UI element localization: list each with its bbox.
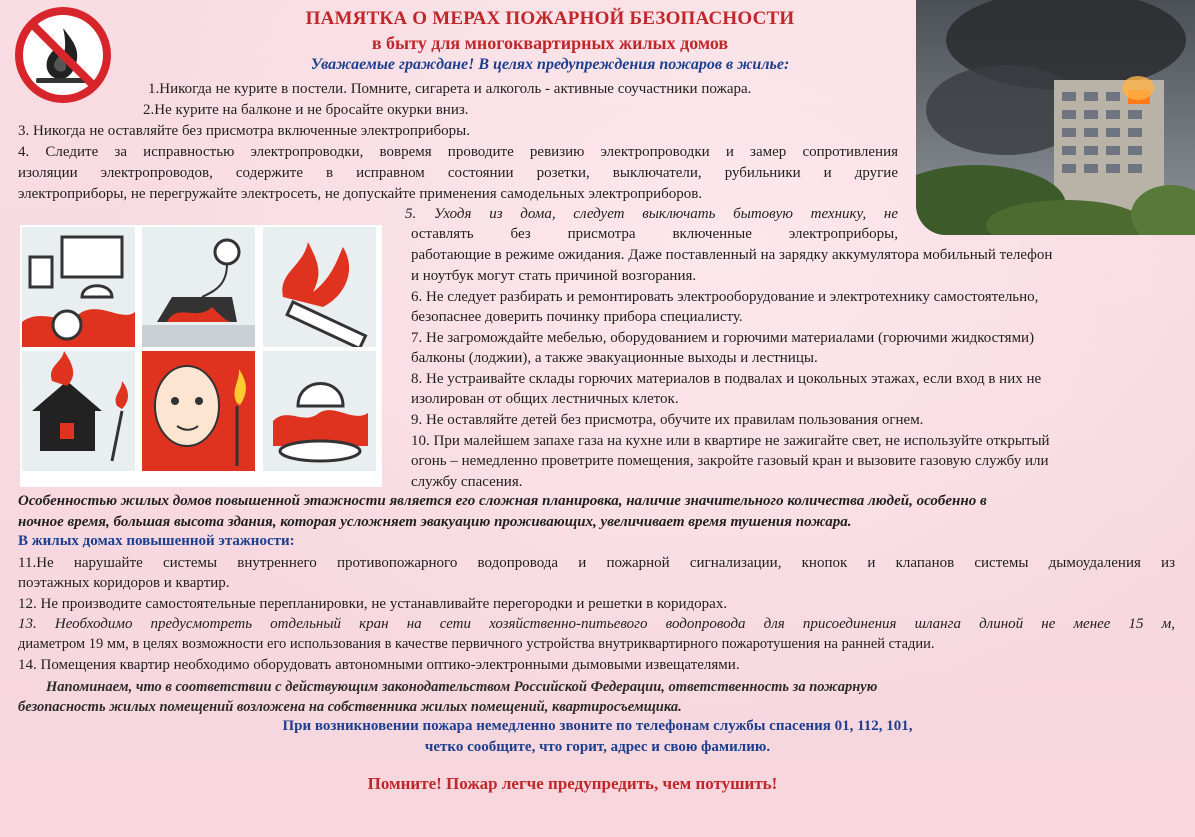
highrise-intro-line-2: ночное время, большая высота здания, которая усложняет эвакуацию проживающих, увеличивает время тушения пожара.: [18, 514, 852, 530]
rule-6-line-1: 6. Не следует разбирать и ремонтировать электрооборудование и электротехнику самостоятельно,: [411, 289, 1039, 305]
rule-11-line-2: поэтажных коридоров и квартир.: [18, 575, 230, 591]
rule-13-line-1: 13. Необходимо предусмотреть отдельный кран на сети хозяйственно-питьевого водопровода для присоединения шланга длиной не менее 15 м,: [18, 616, 1175, 632]
rule-3: 3. Никогда не оставляйте без присмотра включенные электроприборы.: [18, 123, 470, 139]
rule-5-line-2: оставлять без присмотра включенные электроприборы,: [411, 226, 898, 242]
highrise-intro-line-1: Особенностью жилых домов повышенной этажности является его сложная планировка, наличие значительного количества людей, особенно в: [18, 493, 987, 509]
rule-7-line-2: балконы (лоджии), а также эвакуационные выходы и лестницы.: [411, 350, 818, 366]
rule-7-line-1: 7. Не загромождайте мебелью, оборудованием и горючими материалами (горючими жидкостями): [411, 330, 1035, 346]
electrical-appliances-illustration: [22, 227, 135, 347]
fire-hazards-illustration-grid: [20, 225, 382, 487]
rule-11-line-1: 11.Не нарушайте системы внутреннего противопожарного водопровода и пожарной сигнализации, кнопок и клапанов системы дымоудаления из: [18, 555, 1175, 571]
emergency-call-line-2: четко сообщите, что горит, адрес и свою фамилию.: [424, 739, 771, 755]
rule-6-line-2: безопаснее доверить починку прибора специалисту.: [411, 309, 743, 325]
rule-4-line-3: электроприборы, не перегружайте электросеть, не допускайте применения самодельных электроприборов.: [18, 186, 703, 202]
rule-5-line-4: и ноутбук могут стать причиной возгорания.: [411, 268, 697, 284]
memo-subtitle: в быту для многоквартирных жилых домов: [371, 33, 729, 53]
rule-4-line-1: 4. Следите за исправностью электропроводки, вовремя проводите ревизию электропроводки и замер сопротивления: [18, 144, 898, 160]
rule-12: 12. Не производите самостоятельные перепланировки, не устанавливайте перегородки и решетки в коридорах.: [18, 596, 728, 612]
gas-stove-kettle-illustration: [263, 351, 376, 471]
rule-14: 14. Помещения квартир необходимо оборудовать автономными оптико-электронными дымовыми извещателями.: [18, 657, 740, 673]
rule-9: 9. Не оставляйте детей без присмотра, обучите их правилам пользования огнем.: [411, 412, 924, 428]
closing-slogan: Помните! Пожар легче предупредить, чем потушить!: [367, 774, 778, 793]
legal-reminder-line-1: Напоминаем, что в соответствии с действующим законодательством Российской Федерации, ответственность за пожарную: [46, 679, 878, 695]
no-open-flame-icon: [14, 6, 112, 104]
rule-10-line-2: огонь – немедленно проветрите помещения, закройте газовый кран и вызовите газовую службу или: [411, 453, 1049, 469]
rule-10-line-3: службу спасения.: [411, 474, 523, 490]
emergency-call-line-1: При возникновении пожара немедленно звоните по телефонам службы спасения 01, 112, 101,: [282, 718, 913, 734]
child-with-match-illustration: [142, 351, 255, 471]
rule-1: 1.Никогда не курите в постели. Помните, сигарета и алкоголь - активные соучастники пожара.: [148, 81, 752, 97]
memo-title: ПАМЯТКА О МЕРАХ ПОЖАРНОЙ БЕЗОПАСНОСТИ: [305, 8, 795, 29]
greeting: Уважаемые граждане! В целях предупреждения пожаров в жилье:: [310, 56, 790, 73]
rule-13-line-2: диаметром 19 мм, в целях возможности его использования в качестве первичного устройства внутриквартирного пожаротушения на ранней стадии.: [18, 636, 935, 652]
burning-house-illustration: [22, 351, 135, 471]
rule-4-line-2: изоляции электропроводов, содержите в исправном состоянии розетки, выключатели, рубильники и другие: [18, 165, 898, 181]
rule-8-line-2: изолирован от общих лестничных клеток.: [411, 391, 679, 407]
rule-10-line-1: 10. При малейшем запахе газа на кухне или в квартире не зажигайте свет, не используйте открытый: [411, 433, 1050, 449]
rule-2: 2.Не курите на балконе и не бросайте окурки вниз.: [143, 102, 469, 118]
iron-left-on-illustration: [142, 227, 255, 347]
cigarette-illustration: [263, 227, 376, 347]
burning-apartment-building-photo: [916, 0, 1195, 235]
rule-8-line-1: 8. Не устраивайте склады горючих материалов в подвалах и цокольных этажах, если вход в них не: [411, 371, 1042, 387]
legal-reminder-line-2: безопасность жилых помещений возложена на собственника жилых помещений, квартиросъемщика.: [18, 699, 682, 715]
rule-5-line-1: 5. Уходя из дома, следует выключать бытовую технику, не: [405, 206, 898, 222]
rule-5-line-3: работающие в режиме ожидания. Даже поставленный на зарядку аккумулятора мобильный телефон: [411, 247, 1053, 263]
highrise-heading: В жилых домах повышенной этажности:: [18, 533, 295, 549]
